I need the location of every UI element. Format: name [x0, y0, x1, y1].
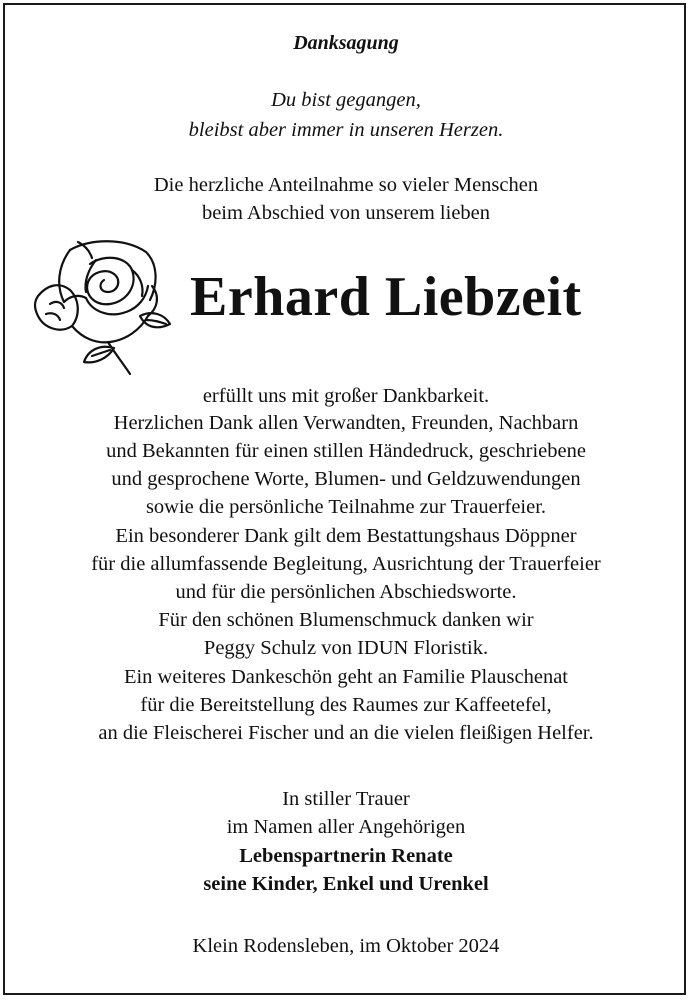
place-date: Klein Rodensleben, im Oktober 2024 [192, 935, 500, 957]
closing-line-2: im Namen aller Angehörigen [226, 816, 466, 838]
signatory-2: seine Kinder, Enkel und Urenkel [203, 873, 489, 895]
signatory-1: Lebenspartnerin Renate [239, 845, 453, 867]
body-line-12: für die Bereitstellung des Raumes zur Kaffeetefel, [140, 694, 552, 716]
deceased-name: Erhard Liebzeit [190, 266, 582, 328]
body-line-2: Herzlichen Dank allen Verwandten, Freunden, Nachbarn [113, 412, 579, 434]
motto-line-1: Du bist gegangen, [271, 89, 421, 111]
body-line-8: und für die persönlichen Abschiedsworte. [175, 581, 517, 603]
body-line-5: sowie die persönliche Teilnahme zur Trauerfeier. [145, 496, 547, 518]
rose-icon [30, 230, 172, 376]
intro-line-1: Die herzliche Anteilnahme so vieler Menschen [153, 174, 539, 196]
body-line-7: für die allumfassende Begleitung, Ausrichtung der Trauerfeier [91, 553, 601, 575]
intro-line-2: beim Abschied von unserem lieben [201, 202, 491, 224]
body-line-6: Ein besonderer Dank gilt dem Bestattungshaus Döppner [115, 525, 577, 547]
body-line-1: erfüllt uns mit großer Dankbarkeit. [202, 385, 490, 407]
motto-line-2: bleibst aber immer in unseren Herzen. [188, 119, 504, 141]
body-line-11: Ein weiteres Dankeschön geht an Familie Plauschenat [123, 666, 569, 688]
body-line-10: Peggy Schulz von IDUN Floristik. [203, 637, 489, 659]
body-line-3: und Bekannten für einen stillen Händedruck, geschriebene [106, 440, 586, 462]
notice-heading: Danksagung [293, 32, 399, 54]
body-line-9: Für den schönen Blumenschmuck danken wir [158, 609, 534, 631]
body-line-13: an die Fleischerei Fischer und an die vielen fleißigen Helfer. [98, 722, 594, 744]
closing-line-1: In stiller Trauer [282, 788, 410, 810]
body-line-4: und gesprochene Worte, Blumen- und Geldzuwendungen [111, 468, 581, 490]
